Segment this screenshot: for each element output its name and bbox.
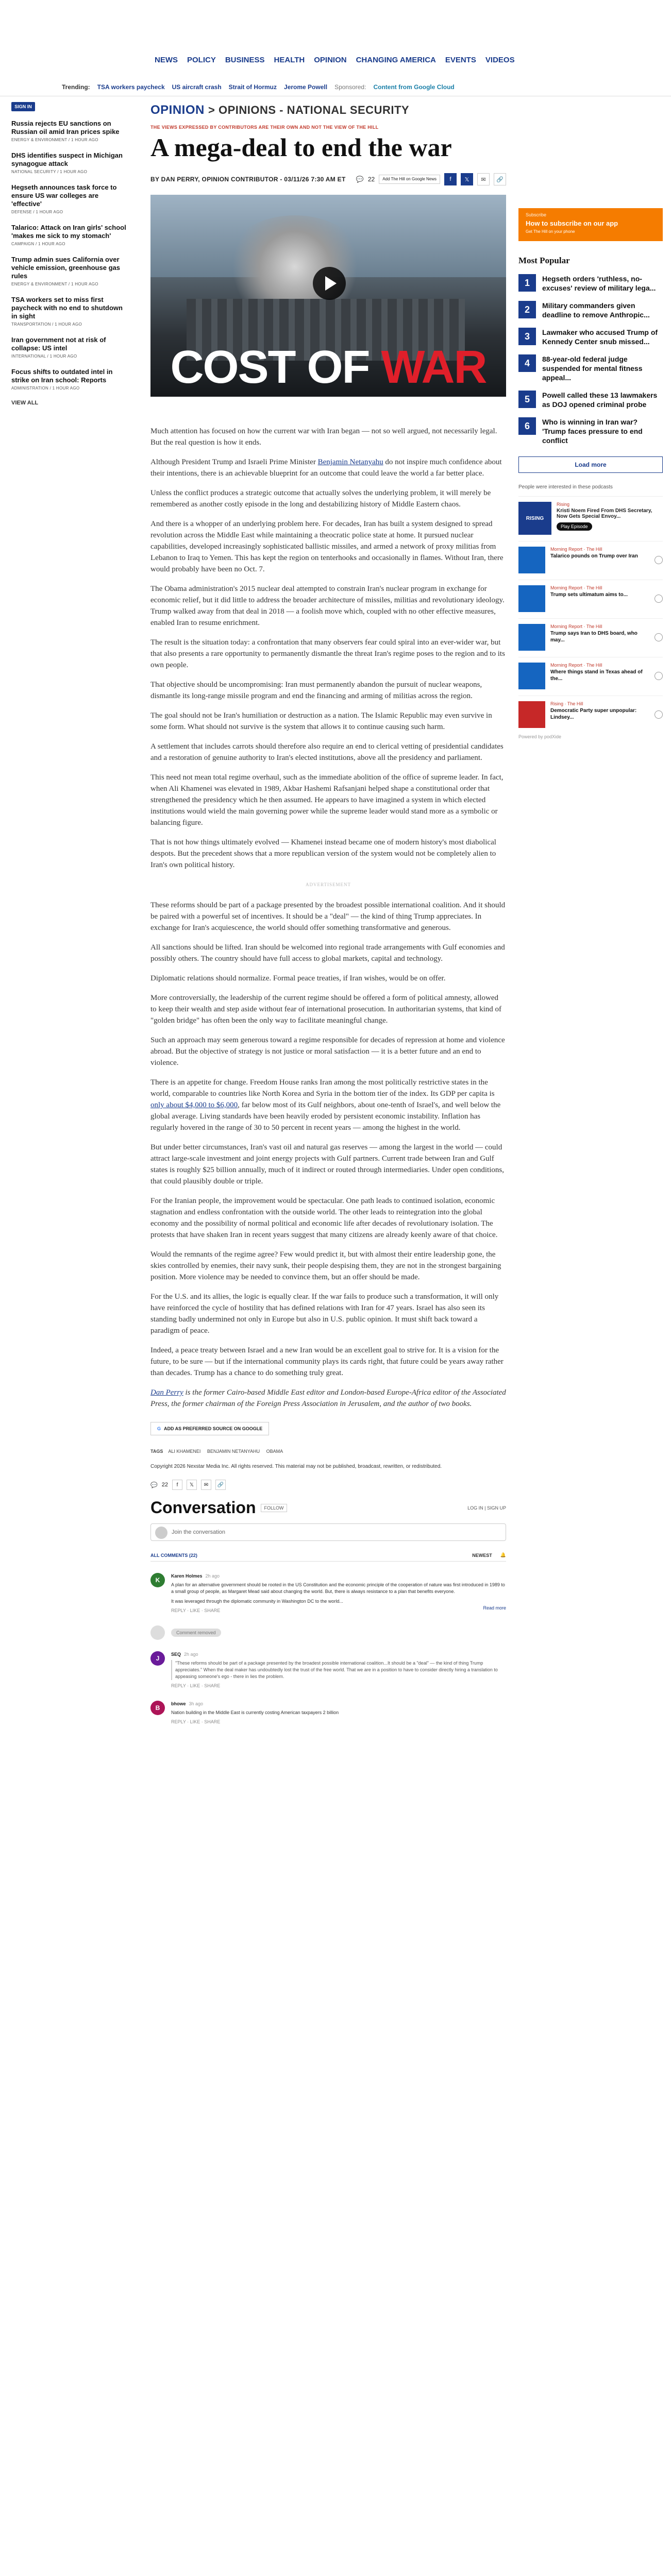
- bottom-share-row: [150, 1480, 506, 1490]
- avatar[interactable]: B: [150, 1701, 165, 1715]
- facebook-icon[interactable]: f: [172, 1480, 182, 1490]
- latest-news-headline[interactable]: TSA workers set to miss first paycheck with no end to shutdown in sight: [11, 296, 123, 320]
- podcast-title[interactable]: Trump sets ultimatum aims to...: [550, 592, 628, 598]
- podcast-title[interactable]: Democratic Party super unpopular: Lindsey...: [550, 708, 637, 720]
- latest-news-item[interactable]: [11, 224, 130, 246]
- most-popular-heading: Most Popular: [518, 256, 570, 265]
- paragraph: For the Iranian people, the improvement would be spectacular. One path leads to continued isolation, economic stagnation and endless confrontation with the outside world. The other leads to reintegration into the global economy and the possibility of normal political and economic life after decades of revolutionary isolation. The protests that have shaken Iran in recent years suggest that many citizens are already keenly aware of that choice.: [150, 1197, 498, 1239]
- nav-link-policy[interactable]: POLICY: [187, 56, 216, 64]
- trending-link[interactable]: US aircraft crash: [172, 83, 222, 91]
- play-icon[interactable]: [655, 672, 663, 680]
- nav-link-videos[interactable]: VIDEOS: [485, 56, 515, 64]
- bell-icon[interactable]: 🔔: [500, 1552, 506, 1557]
- join-conversation-input[interactable]: Join the conversation: [150, 1523, 506, 1541]
- nav-link-business[interactable]: BUSINESS: [225, 56, 265, 64]
- view-all-link[interactable]: VIEW ALL: [11, 400, 39, 406]
- main-nav-links: [155, 56, 515, 64]
- conversation-title: Conversation: [150, 1498, 256, 1517]
- avatar: [150, 1625, 165, 1640]
- popular-rank: 3: [518, 328, 536, 345]
- latest-news-item[interactable]: [11, 336, 130, 359]
- popular-rank: 5: [518, 391, 536, 408]
- comment-actions[interactable]: REPLY · LIKE · SHARE: [171, 1719, 221, 1724]
- popular-item[interactable]: [518, 391, 663, 409]
- paragraph: Diplomatic relations should normalize. Formal peace treaties, if Iran wishes, would be on offer.: [150, 974, 446, 982]
- comment: [150, 1701, 506, 1725]
- trending-link[interactable]: Jerome Powell: [284, 83, 328, 91]
- paragraph: That objective should be uncompromising: Iran must permanently abandon the pursuit of nuclear weapons, dismantle its long-range missile program and end the financing and arming of militias across the region.: [150, 681, 482, 700]
- play-icon[interactable]: [655, 595, 663, 603]
- play-icon[interactable]: [655, 710, 663, 719]
- popular-rank: 2: [518, 301, 536, 318]
- trending-link[interactable]: Strait of Hormuz: [228, 83, 277, 91]
- paragraph: Unless the conflict produces a strategic outcome that actually solves the underlying problem, it will merely be remembered as another costly episode in the long and destabilizing history of Middle Eastern chaos.: [150, 489, 491, 509]
- paragraph: That is not how things ultimately evolved — Khamenei instead became one of modern history's most diabolical despots. But the precedent shows that a more republican version of the system would not be completely alien to Iran's own political history.: [150, 838, 496, 869]
- paragraph: A settlement that includes carrots should therefore also require an end to clerical vetting of presidential candidates and a restoration of genuine authority to Iran's elected institutions, above all the presidency and parliament.: [150, 742, 504, 762]
- video-title-overlay: [150, 344, 506, 391]
- paragraph: Such an approach may seem generous toward a regime responsible for decades of repression at home and violence abroad. But the objective of strategy is not justice or moral satisfaction — it is a better future and an end to violence.: [150, 1036, 505, 1067]
- link-icon[interactable]: 🔗: [215, 1480, 226, 1490]
- tag-link[interactable]: OBAMA: [266, 1449, 283, 1454]
- podcast-item[interactable]: [518, 580, 663, 612]
- trending-link[interactable]: TSA workers paycheck: [97, 83, 165, 91]
- latest-news-headline[interactable]: Russia rejects EU sanctions on Russian oil amid Iran prices spike: [11, 120, 120, 135]
- latest-news-category: NATIONAL SECURITY / 1 HOUR AGO: [11, 170, 88, 174]
- subscribe-promo[interactable]: [518, 208, 663, 241]
- tag-link[interactable]: BENJAMIN NETANYAHU: [207, 1449, 260, 1454]
- paragraph: These reforms should be part of a package presented by the broadest possible international coalition. And it should be paired with a powerful set of incentives. It should be a "deal" — the kind of thing Trump appreciates. In exchange for Iran's acquiescence, the world should offer something transformative and generous.: [150, 901, 506, 932]
- email-icon[interactable]: ✉: [477, 173, 490, 185]
- play-icon[interactable]: [655, 556, 663, 564]
- podcast-thumbnail: [518, 663, 545, 689]
- google-icon: G: [157, 1426, 161, 1431]
- comment-quote: "These reforms should be part of a package presented by the broadest possible international coalition...It should be a "deal" — the kind of thing Trump appreciates." When the deal maker has undoubtedly lost the trust of the free world. That we are in a position to have to consider directly hiring a translation to appeasing someone's ego - there in lies the problem.: [171, 1660, 506, 1680]
- paragraph: All sanctions should be lifted. Iran should be welcomed into regional trade arrangements with Gulf economies and possibly others. The country should have full access to global markets, capital and technology.: [150, 943, 505, 963]
- latest-news-category: CAMPAIGN / 1 HOUR AGO: [11, 242, 65, 246]
- podcast-thumbnail: [518, 547, 545, 573]
- section-link[interactable]: OPINION: [150, 103, 205, 117]
- preferred-source-label: ADD AS PREFERRED SOURCE ON GOOGLE: [164, 1426, 263, 1431]
- comment: [150, 1651, 506, 1689]
- link-icon[interactable]: 🔗: [494, 173, 506, 185]
- nav-link-health[interactable]: HEALTH: [274, 56, 305, 64]
- popular-rank: 1: [518, 274, 536, 292]
- comment-text: It was leveraged through the diplomatic community in Washington DC to the world...: [171, 1599, 343, 1604]
- right-sidebar: [518, 208, 663, 739]
- popular-item[interactable]: [518, 328, 663, 346]
- latest-news-headline[interactable]: Talarico: Attack on Iran girls' school 'makes me sick to my stomach': [11, 224, 126, 240]
- advertisement-label: ADVERTISEMENT: [306, 882, 351, 887]
- tag-link[interactable]: ALI KHAMENEI: [168, 1449, 201, 1454]
- comment-time: 2h ago: [184, 1652, 198, 1657]
- comment-time: 3h ago: [189, 1701, 204, 1706]
- comment-time: 2h ago: [205, 1573, 220, 1579]
- google-news-button[interactable]: Add The Hill on Google News: [379, 175, 440, 184]
- video-title-red: WAR: [381, 342, 487, 393]
- sort-dropdown[interactable]: NEWEST: [472, 1552, 492, 1558]
- comment-text: A plan for an alternative government should be rooted in the US Constitution and the economic principle of the cooperation of nature was first introduced in 1989 to a small group of people, as Margaret Mead said about changing the world. But, there is always resistance to a plan that benefits everyone.: [171, 1582, 505, 1594]
- author-bio: Dan Perry is the former Cairo-based Middle East editor and London-based Europe-Africa editor of the Associated Press, the former chairman of the Foreign Press Association in Jerusalem, and the author of two books.: [150, 1388, 506, 1408]
- latest-news-item[interactable]: [11, 120, 130, 142]
- comment-icon[interactable]: 💬: [150, 1482, 158, 1488]
- article: [150, 103, 506, 1725]
- featured-podcast[interactable]: [518, 496, 663, 535]
- podcast-thumbnail: [518, 585, 545, 612]
- podcast-show: Morning Report · The Hill: [550, 624, 602, 629]
- paragraph: Indeed, a peace treaty between Israel and a new Iran would be an excellent goal to strive for. It is a vision for the future, to be sure — but if the international community plays its cards right, that future could be years away rather than decades. Trump has a chance to do something truly great.: [150, 1346, 504, 1377]
- top-nav: [0, 0, 671, 98]
- email-icon[interactable]: ✉: [201, 1480, 211, 1490]
- sponsored-link[interactable]: Content from Google Cloud: [373, 83, 455, 91]
- popular-item[interactable]: [518, 274, 663, 293]
- popular-headline[interactable]: Who is winning in Iran war? 'Trump faces pressure to end conflict: [542, 418, 643, 445]
- latest-news-item[interactable]: [11, 256, 130, 286]
- comment-author[interactable]: Karen Holmes: [171, 1573, 203, 1579]
- podcast-item[interactable]: [518, 696, 663, 728]
- latest-news-item[interactable]: [11, 151, 130, 174]
- conversation-header: [150, 1498, 506, 1517]
- article-headline: A mega-deal to end the war: [150, 133, 452, 162]
- tags-label: TAGS: [150, 1449, 163, 1454]
- share-icons: [356, 173, 506, 185]
- latest-news-item[interactable]: [11, 183, 130, 214]
- play-episode-button[interactable]: Play Episode: [557, 522, 592, 531]
- popular-rank: 4: [518, 354, 536, 372]
- preferred-source-button[interactable]: [150, 1422, 269, 1435]
- podcast-heading: People were interested in these podcasts: [518, 484, 613, 490]
- popular-headline[interactable]: Powell called these 13 lawmakers as DOJ opened criminal probe: [542, 391, 658, 409]
- paragraph: There is an appetite for change. Freedom House ranks Iran among the most politically restrictive states in the world, comparable to countries like North Korea and Syria in the bottom tier of the index. Its GDP per capita is only about $4,000 to $6,000, far below most of its Gulf neighbors, about one-tenth of Israel's, and well below the global average. Living standards have been heavily eroded by persistent economic instability. Inflation has regularly hovered in the range of 30 to 50 percent in recent years — among the highest in the world.: [150, 1078, 501, 1132]
- popular-headline[interactable]: Hegseth orders 'ruthless, no-excuses' review of military lega...: [542, 275, 656, 292]
- latest-news-headline[interactable]: Trump admin sues California over vehicle emission, greenhouse gas rules: [11, 256, 120, 280]
- latest-news-category: TRANSPORTATION / 1 HOUR AGO: [11, 322, 82, 327]
- podcast-show: Morning Report · The Hill: [550, 547, 602, 552]
- byline: BY DAN PERRY, OPINION CONTRIBUTOR - 03/11/26 7:30 AM ET: [150, 176, 346, 183]
- comment-author[interactable]: bhowe: [171, 1701, 186, 1706]
- play-icon[interactable]: [313, 267, 346, 300]
- paragraph: For the U.S. and its allies, the logic is equally clear. If the war fails to produce such a transformation, it will only have reinforced the cycle of hostility that has defined relations with Iran for 47 years. Israel has also seen its standing badly undermined not only in Europe but also in U.S. public opinion. It must shift back toward a paradigm of peace.: [150, 1293, 499, 1335]
- paragraph: Would the remnants of the regime agree? Few would predict it, but with almost their entire leadership gone, the skies controlled by enemies, their navy sunk, their people despising them, they are not in the strongest bargaining position. More violence may be needed to convince them, but an offer should be made.: [150, 1250, 501, 1281]
- all-comments-tab[interactable]: ALL COMMENTS (22): [150, 1552, 197, 1558]
- video-player[interactable]: [150, 195, 506, 397]
- subsection-link[interactable]: > OPINIONS - NATIONAL SECURITY: [208, 104, 410, 116]
- x-icon[interactable]: 𝕏: [461, 173, 473, 185]
- comment-author[interactable]: SEQ: [171, 1652, 181, 1657]
- paragraph: More controversially, the leadership of the current regime should be offered a form of political amnesty, allowed to keep their wealth and step aside without fear of international prosecution. In authoritarian systems, that kind of "golden bridge" has often been the only way to facilitate meaningful change.: [150, 994, 502, 1025]
- powered-by: Powered by podXide: [518, 734, 562, 739]
- avatar[interactable]: K: [150, 1573, 165, 1587]
- byline-row: [150, 173, 506, 185]
- podcast-item[interactable]: [518, 657, 663, 689]
- latest-news-headline[interactable]: DHS identifies suspect in Michigan synagogue attack: [11, 151, 123, 167]
- podcast-thumbnail: [518, 624, 545, 651]
- popular-headline[interactable]: Military commanders given deadline to remove Anthropic...: [542, 301, 650, 319]
- latest-news-item[interactable]: [11, 296, 130, 327]
- paragraph: This need not mean total regime overhaul, such as the immediate abolition of the office of supreme leader. In fact, when Ali Khamenei was elevated in 1989, Akbar Hashemi Rafsanjani helped shape a constitutional order that strengthened the presidency which he then assumed. He appears to have imagined a system in which elected institutions would wield the main governing power while the supreme leader would stand more as a symbolic or balancing figure.: [150, 773, 504, 827]
- paragraph: The goal should not be Iran's humiliation or destruction as a nation. The Islamic Republic may even survive in some form. What should not survive is the system that allows it to continue causing such harm.: [150, 711, 492, 731]
- comment-actions[interactable]: REPLY · LIKE · SHARE: [171, 1608, 221, 1613]
- copyright-notice: Copyright 2026 Nexstar Media Inc. All rights reserved. This material may not be published, broadcast, rewritten, or redistributed.: [150, 1464, 442, 1469]
- removed-comment: [150, 1625, 506, 1640]
- gdp-link[interactable]: only about $4,000 to $6,000: [150, 1101, 238, 1109]
- read-more-link[interactable]: Read more: [483, 1605, 506, 1611]
- nav-link-opinion[interactable]: OPINION: [314, 56, 347, 64]
- x-icon[interactable]: 𝕏: [187, 1480, 197, 1490]
- sponsored-label: Sponsored:: [334, 83, 366, 91]
- comment-count[interactable]: 22: [161, 1482, 168, 1488]
- tags-row: [150, 1449, 506, 1454]
- promo-subtitle: Get The Hill on your phone: [526, 229, 575, 234]
- comment: [150, 1573, 506, 1614]
- nav-link-events[interactable]: EVENTS: [445, 56, 476, 64]
- paragraph: Much attention has focused on how the current war with Iran began — not so well argued, not necessarily legal. But the real question is how it ends.: [150, 427, 497, 447]
- popular-item[interactable]: [518, 417, 663, 445]
- podcast-item[interactable]: [518, 541, 663, 573]
- sign-in-button[interactable]: SIGN IN: [11, 102, 35, 111]
- paragraph: The result is the situation today: a confrontation that many observers fear could spiral into an ever-wider war, but that also presents a rare opportunity to permanently dismantle the threat Iran's regime poses to the region and to its own people.: [150, 638, 505, 669]
- play-icon[interactable]: [655, 633, 663, 641]
- comment-icon[interactable]: 💬: [356, 176, 364, 183]
- video-title-white: COST OF: [170, 342, 370, 393]
- paragraph: Although President Trump and Israeli Prime Minister Benjamin Netanyahu do not inspire much confidence about their intentions, there is an achievable blueprint for an outcome that could leave the world a far better place.: [150, 458, 502, 478]
- netanyahu-link[interactable]: Benjamin Netanyahu: [317, 458, 383, 466]
- podcast-title[interactable]: Talarico pounds on Trump over Iran: [550, 553, 638, 559]
- popular-headline[interactable]: Lawmaker who accused Trump of Kennedy Center snub missed...: [542, 328, 658, 346]
- latest-news-headline[interactable]: Hegseth announces task force to ensure US war colleges are 'effective': [11, 183, 117, 208]
- podcast-show: Morning Report · The Hill: [550, 585, 602, 590]
- promo-kicker: Subscribe: [526, 212, 547, 217]
- popular-headline[interactable]: 88-year-old federal judge suspended for mental fitness appeal...: [542, 355, 643, 382]
- podcast-title[interactable]: Trump says Iran to DHS board, who may...: [550, 631, 638, 643]
- latest-news-category: INTERNATIONAL / 1 HOUR AGO: [11, 354, 77, 359]
- paragraph: But under better circumstances, Iran's vast oil and natural gas reserves — among the largest in the world — could attract large-scale investment and joint energy projects with Gulf partners. Current trade between Iran and Gulf states is roughly $25 billion annually, much of it indirect or routed through intermediaries. Under open conditions, that could plausibly double or triple.: [150, 1143, 504, 1185]
- paragraph: The Obama administration's 2015 nuclear deal attempted to constrain Iran's nuclear program in exchange for economic relief, but it did little to address the broader architecture of missiles, militias and revolutionary ideology. Trump walked away from that deal in 2018 — a foolish move which, coupled with no other effective measures, enabled Iran to resume enrichment.: [150, 585, 505, 627]
- comments-login-link[interactable]: LOG IN | SIGN UP: [467, 1505, 506, 1511]
- nav-link-changing-america[interactable]: CHANGING AMERICA: [356, 56, 436, 64]
- latest-news-headline[interactable]: Iran government not at risk of collapse: US intel: [11, 336, 106, 352]
- podcast-title[interactable]: Where things stand in Texas ahead of the...: [550, 669, 643, 682]
- load-more-button[interactable]: Load more: [518, 456, 663, 473]
- follow-button[interactable]: FOLLOW: [261, 1504, 287, 1512]
- article-body: [150, 426, 506, 1410]
- latest-news-headline[interactable]: Focus shifts to outdated intel in strike on Iran school: Reports: [11, 368, 113, 384]
- podcast-item[interactable]: [518, 618, 663, 651]
- comments-tab-bar: [150, 1552, 506, 1562]
- podcast-thumbnail: [518, 701, 545, 728]
- podcast-thumbnail: RISING: [518, 502, 551, 535]
- latest-news-item[interactable]: [11, 368, 130, 391]
- podcast-show: Morning Report · The Hill: [550, 663, 602, 668]
- trending-bar: [62, 83, 455, 91]
- removed-comment-label: Comment removed: [171, 1629, 221, 1637]
- latest-news-category: DEFENSE / 1 HOUR AGO: [11, 210, 63, 214]
- section-breadcrumb: [150, 103, 506, 117]
- trending-label: Trending:: [62, 83, 90, 91]
- opinion-disclaimer: THE VIEWS EXPRESSED BY CONTRIBUTORS ARE THEIR OWN AND NOT THE VIEW OF THE HILL: [150, 125, 379, 130]
- latest-news-category: ENERGY & ENVIRONMENT / 1 HOUR AGO: [11, 282, 98, 286]
- comment-actions[interactable]: REPLY · LIKE · SHARE: [171, 1683, 221, 1688]
- paragraph: And there is a whopper of an underlying problem here. For decades, Iran has built a system designed to spread revolution across the Middle East while maintaining a theocratic police state at home. It pursued nuclear capabilities, developed increasingly sophisticated ballistic missiles, and armed a network of proxy militias from Lebanon to Iraq to Yemen. This has kept the region on tenterhooks and occasionally in flames. Without Iran, there would probably have been no Oct. 7.: [150, 520, 504, 573]
- popular-item[interactable]: [518, 354, 663, 382]
- comment-count[interactable]: 22: [367, 176, 375, 183]
- author-link[interactable]: Dan Perry: [150, 1388, 183, 1397]
- latest-news-category: ENERGY & ENVIRONMENT / 1 HOUR AGO: [11, 138, 98, 142]
- latest-news-category: ADMINISTRATION / 1 HOUR AGO: [11, 386, 80, 391]
- comment-text: Nation building in the Middle East is currently costing American taxpayers 2 billion: [171, 1710, 339, 1715]
- podcast-title[interactable]: Kristi Noem Fired From DHS Secretary, Now Gets Special Envoy...: [557, 508, 652, 519]
- popular-rank: 6: [518, 417, 536, 435]
- avatar[interactable]: J: [150, 1651, 165, 1666]
- nav-link-news[interactable]: NEWS: [155, 56, 178, 64]
- podcast-show: Rising: [557, 502, 570, 507]
- facebook-icon[interactable]: f: [444, 173, 457, 185]
- promo-title[interactable]: How to subscribe on our app: [526, 219, 618, 227]
- popular-item[interactable]: [518, 301, 663, 319]
- latest-news-sidebar: [11, 120, 130, 406]
- podcast-show: Rising · The Hill: [550, 701, 583, 706]
